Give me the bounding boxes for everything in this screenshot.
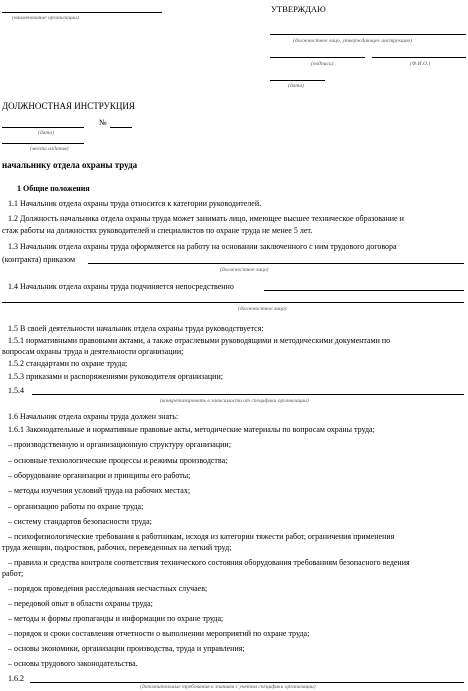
org-name-caption: (наименование организации) — [12, 15, 79, 21]
knowledge-item: – организацию работы по охране труда; — [8, 502, 144, 511]
clause-1-5-3: 1.5.3 приказами и распоряжениями руководителя организации; — [8, 372, 223, 381]
knowledge-item: – основы трудового законодательства. — [8, 659, 138, 668]
order-official-line[interactable] — [88, 263, 464, 264]
knowledge-item-psycho-line2: труда женщин, подростков, рабочих, переведенных на легкий труд; — [2, 543, 232, 552]
clause-1-5-1-line2: вопросам охраны труда и деятельности организации; — [2, 347, 184, 356]
section-heading: 1 Общие положения — [17, 184, 90, 193]
org-name-line[interactable] — [2, 12, 162, 13]
clause-1-6-1: 1.6.1 Законодательные и нормативные правовые акты, методические материалы по вопросам охраны труда; — [8, 425, 375, 434]
order-official-caption: (должностное лицо) — [220, 267, 269, 273]
knowledge-item: – систему стандартов безопасности труда; — [8, 517, 152, 526]
supervisor-caption: (должностное лицо) — [238, 306, 287, 312]
approver-position-caption: (должностное лицо, утверждающее инструкцию) — [293, 38, 413, 44]
doc-date-caption: (дата) — [38, 130, 54, 136]
knowledge-item: – передовой опыт в области охраны труда; — [8, 599, 153, 608]
signature-caption: (подпись) — [311, 61, 334, 67]
knowledge-item-psycho-line1: – психофизиологические требования к работникам, исходя из категории тяжести работ, ограничения применения — [8, 532, 395, 541]
supervisor-line[interactable] — [264, 290, 464, 291]
clause-1-5: 1.5 В своей деятельности начальник отдела охраны труда руководствуется: — [8, 324, 264, 333]
clause-1-6: 1.6 Начальник отдела охраны труда должен знать: — [8, 412, 179, 421]
knowledge-item: – методы и формы пропаганды и информации по охране труда; — [8, 614, 224, 623]
clause-1-2-line1: 1.2 Должность начальника отдела охраны труда может занимать лицо, имеющее высшее техническое образование и — [8, 214, 404, 223]
knowledge-item: – производственную и организационную структуру организации; — [8, 440, 231, 449]
supervisor-line-2[interactable] — [2, 302, 464, 303]
clause-1-5-2: 1.5.2 стандартами по охране труда; — [8, 359, 128, 368]
clause-1-6-2-caption: (дополнительные требования к знаниям с учетом специфики организации) — [140, 684, 316, 690]
clause-1-2-line2: стаж работы на должностях руководителей и специалистов по охране труда не менее 5 лет. — [2, 226, 313, 235]
fio-caption: (Ф.И.О.) — [410, 61, 431, 67]
knowledge-item: – оборудование организации и принципы его работы; — [8, 471, 191, 480]
knowledge-item: – методы изучения условий труда на рабочих местах; — [8, 486, 191, 495]
doc-number-line[interactable] — [110, 127, 132, 128]
doc-number-label: № — [99, 118, 107, 127]
clause-1-3-line2: (контракта) приказом — [2, 255, 76, 264]
doc-title: ДОЛЖНОСТНАЯ ИНСТРУКЦИЯ — [2, 101, 135, 111]
knowledge-item: – основы экономики, организации производства, труда и управления; — [8, 644, 245, 653]
doc-place-line[interactable] — [2, 143, 84, 144]
knowledge-item: – основные технологические процессы и режимы производства; — [8, 456, 228, 465]
clause-1-5-4: 1.5.4 — [8, 386, 24, 395]
clause-1-6-2: 1.6.2 — [8, 674, 24, 683]
clause-1-5-4-caption: (конкретизировать в зависимости от специфики организации) — [160, 398, 309, 404]
approval-date-line[interactable] — [270, 80, 325, 81]
clause-1-5-1-line1: 1.5.1 нормативными правовыми актами, а также отраслевыми руководящими и методическими документами по — [8, 336, 391, 345]
knowledge-item-rules-line1: – правила и средства контроля соответствия технического состояния оборудования требованиям безопасного ведения — [8, 558, 410, 567]
clause-1-1: 1.1 Начальник отдела охраны труда относится к категории руководителей. — [8, 199, 262, 208]
clause-1-6-2-line[interactable] — [30, 682, 464, 683]
doc-subject: начальнику отдела охраны труда — [2, 160, 138, 170]
clause-1-4: 1.4 Начальник отдела охраны труда подчиняется непосредственно — [8, 282, 234, 291]
approve-label: УТВЕРЖДАЮ — [271, 4, 326, 14]
signature-line[interactable] — [270, 57, 365, 58]
knowledge-item-rules-line2: работ; — [2, 569, 24, 578]
doc-date-line[interactable] — [2, 127, 84, 128]
approver-position-line[interactable] — [270, 34, 466, 35]
clause-1-3-line1: 1.3 Начальник отдела охраны труда оформляется на работу на основании заключенного с ним трудового договора — [8, 242, 397, 251]
approval-date-caption: (дата) — [288, 83, 304, 89]
doc-place-caption: (место издания) — [30, 146, 69, 152]
knowledge-item: – порядок и сроки составления отчетности о выполнении мероприятий по охране труда; — [8, 629, 310, 638]
clause-1-5-4-line[interactable] — [32, 394, 464, 395]
knowledge-item: – порядок проведения расследования несчастных случаев; — [8, 584, 208, 593]
fio-line[interactable] — [372, 57, 466, 58]
